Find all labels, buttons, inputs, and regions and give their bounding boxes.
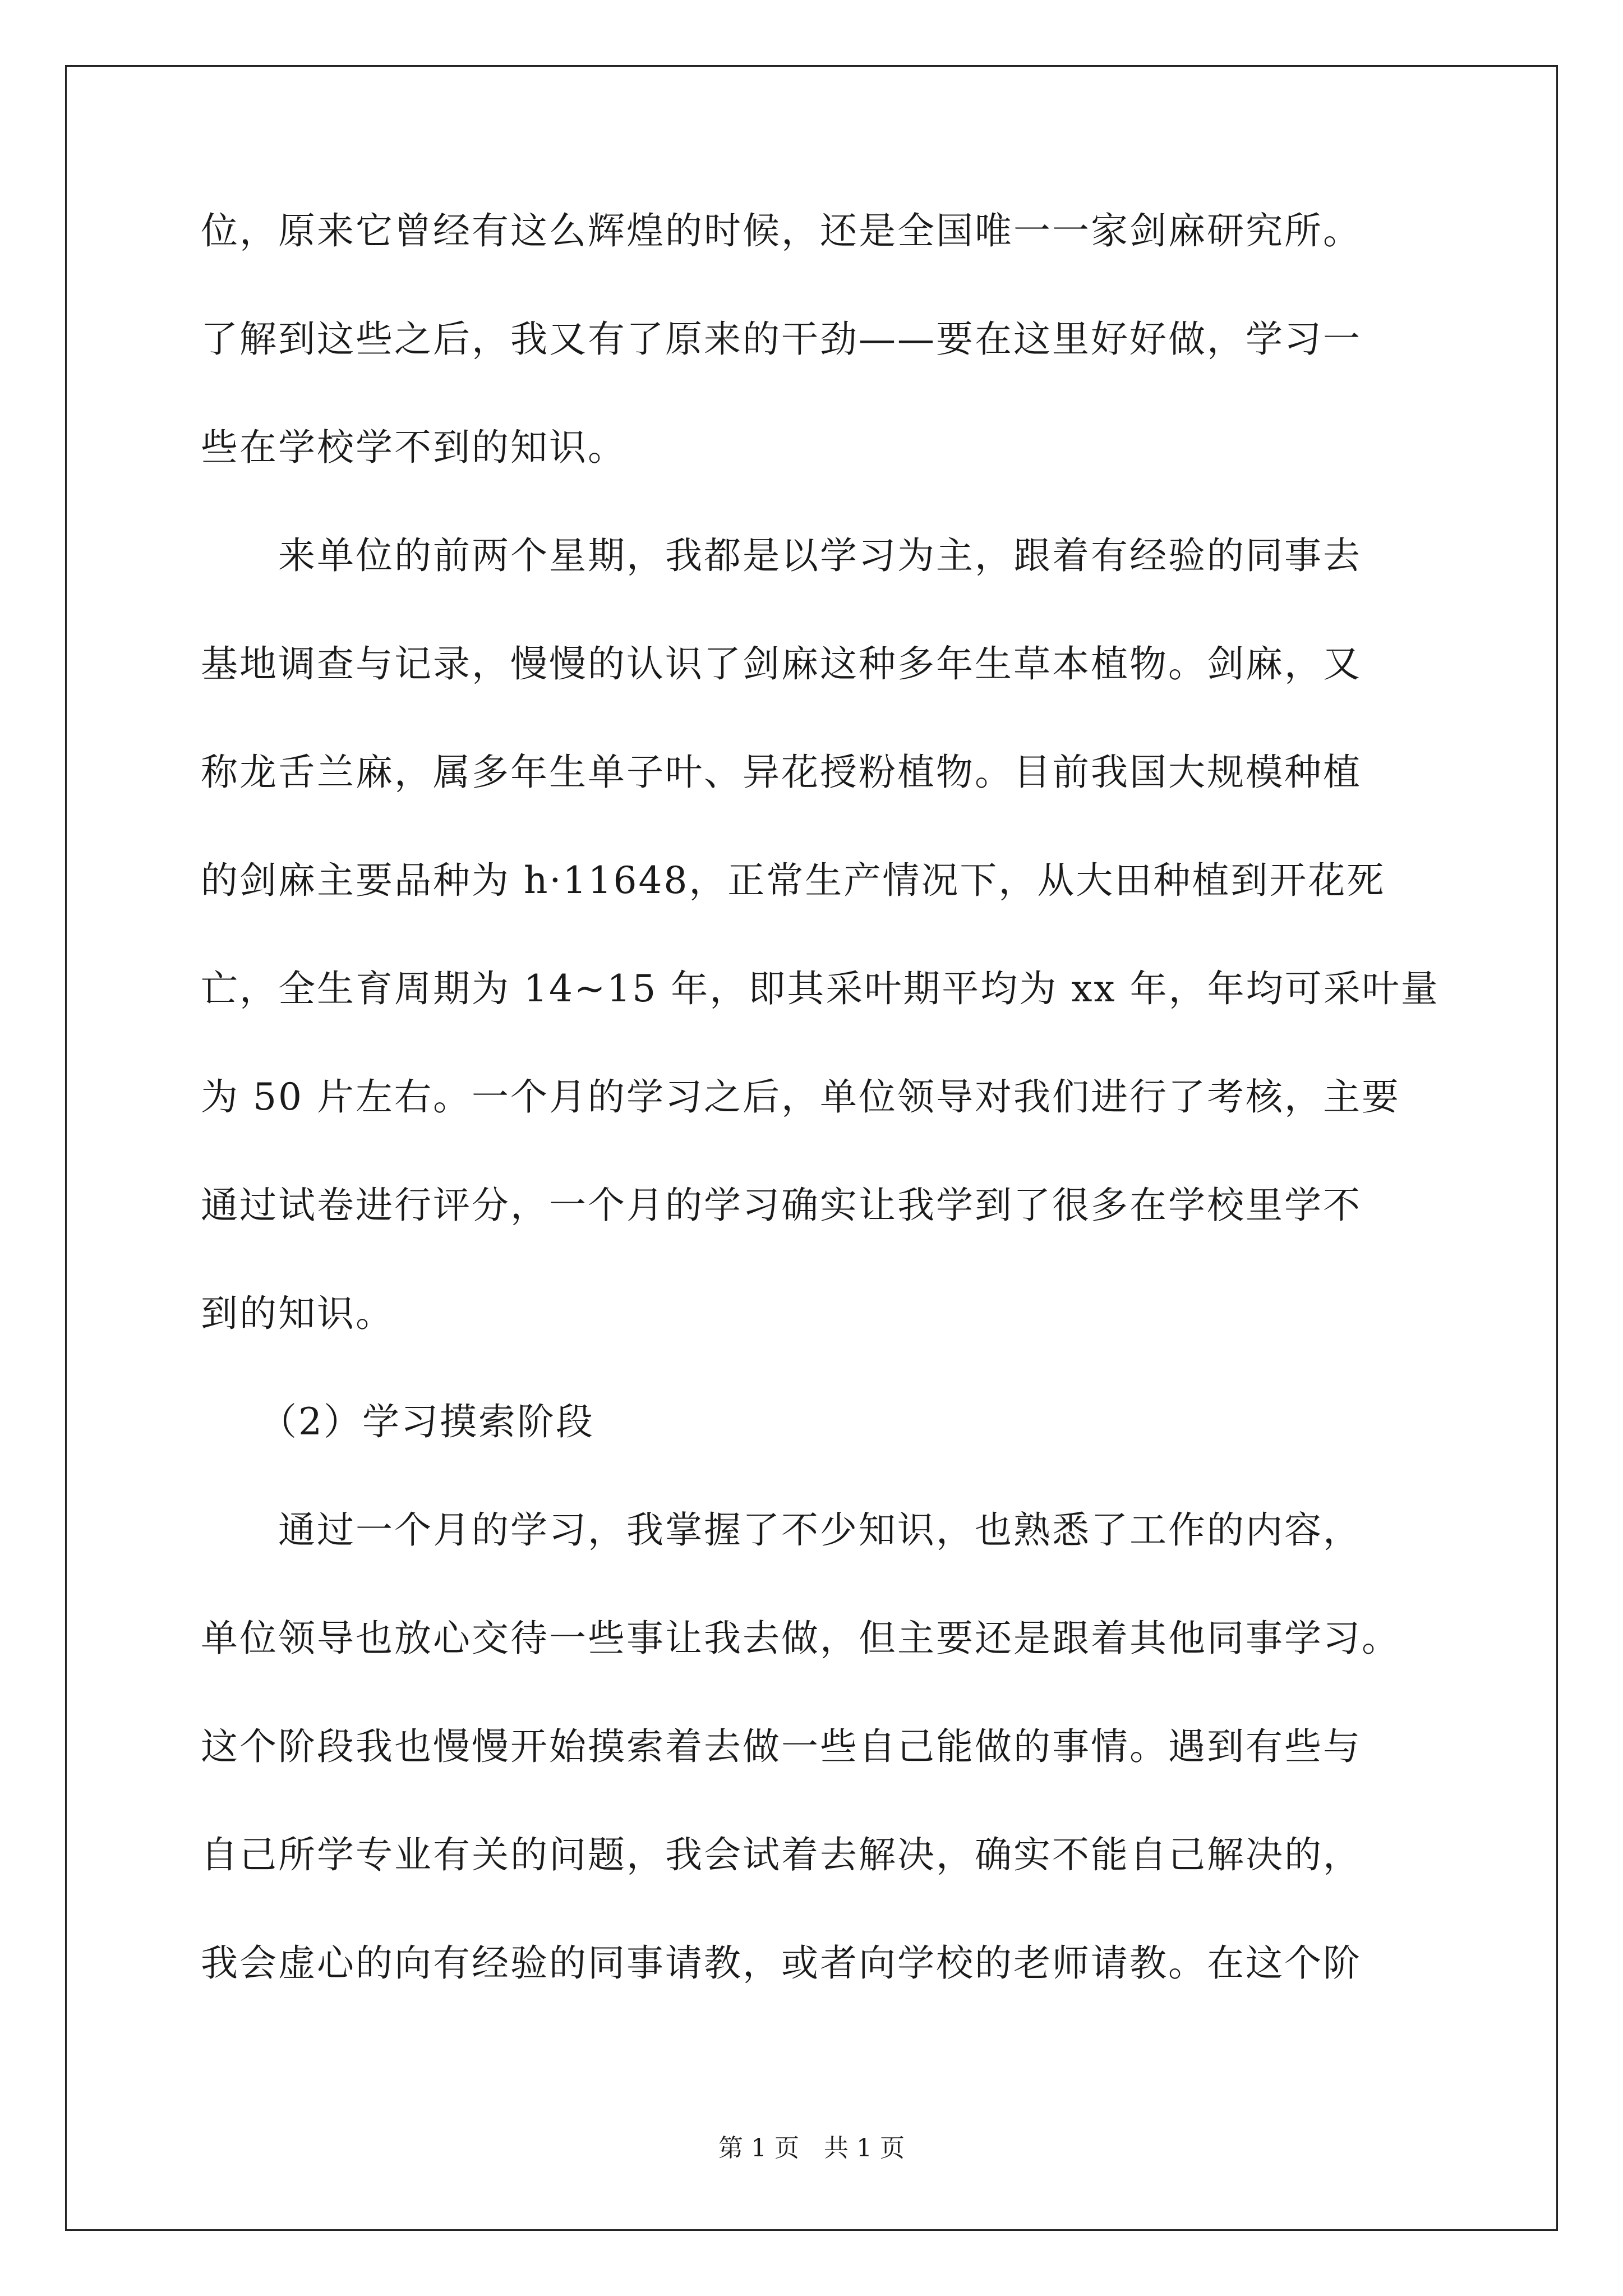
text-line: 来单位的前两个星期，我都是以学习为主，跟着有经验的同事去 (201, 534, 1362, 577)
text-line: 自己所学专业有关的问题，我会试着去解决，确实不能自己解决的， (201, 1833, 1362, 1876)
text-line: 单位领导也放心交待一些事让我去做，但主要还是跟着其他同事学习。 (201, 1617, 1400, 1660)
section-heading: （2）学习摸索阶段 (201, 1400, 594, 1443)
text-line: 位，原来它曾经有这么辉煌的时候，还是全国唯一一家剑麻研究所。 (201, 209, 1362, 252)
text-line: 称龙舌兰麻，属多年生单子叶、异花授粉植物。目前我国大规模种植 (201, 751, 1362, 794)
text-line: 基地调查与记录，慢慢的认识了剑麻这种多年生草本植物。剑麻，又 (201, 642, 1362, 685)
text-line: 通过一个月的学习，我掌握了不少知识，也熟悉了工作的内容， (201, 1508, 1362, 1552)
text-line: 亡，全生育周期为 14~15 年，即其采叶期平均为 xx 年，年均可采叶量 (201, 967, 1440, 1010)
text-line: 了解到这些之后，我又有了原来的干劲——要在这里好好做，学习一 (201, 318, 1362, 361)
text-line: 为 50 片左右。一个月的学习之后，单位领导对我们进行了考核，主要 (201, 1075, 1400, 1119)
text-line: 我会虚心的向有经验的同事请教，或者向学校的老师请教。在这个阶 (201, 1941, 1362, 1985)
text-line: 到的知识。 (201, 1292, 394, 1335)
text-line: 些在学校学不到的知识。 (201, 426, 626, 469)
page-frame (65, 65, 1558, 2231)
text-line: 的剑麻主要品种为 h·11648，正常生产情况下，从大田种植到开花死 (201, 859, 1386, 902)
page-number-footer: 第 1 页 共 1 页 (718, 2134, 905, 2162)
text-line: 这个阶段我也慢慢开始摸索着去做一些自己能做的事情。遇到有些与 (201, 1725, 1362, 1768)
text-line: 通过试卷进行评分，一个月的学习确实让我学到了很多在学校里学不 (201, 1184, 1362, 1227)
